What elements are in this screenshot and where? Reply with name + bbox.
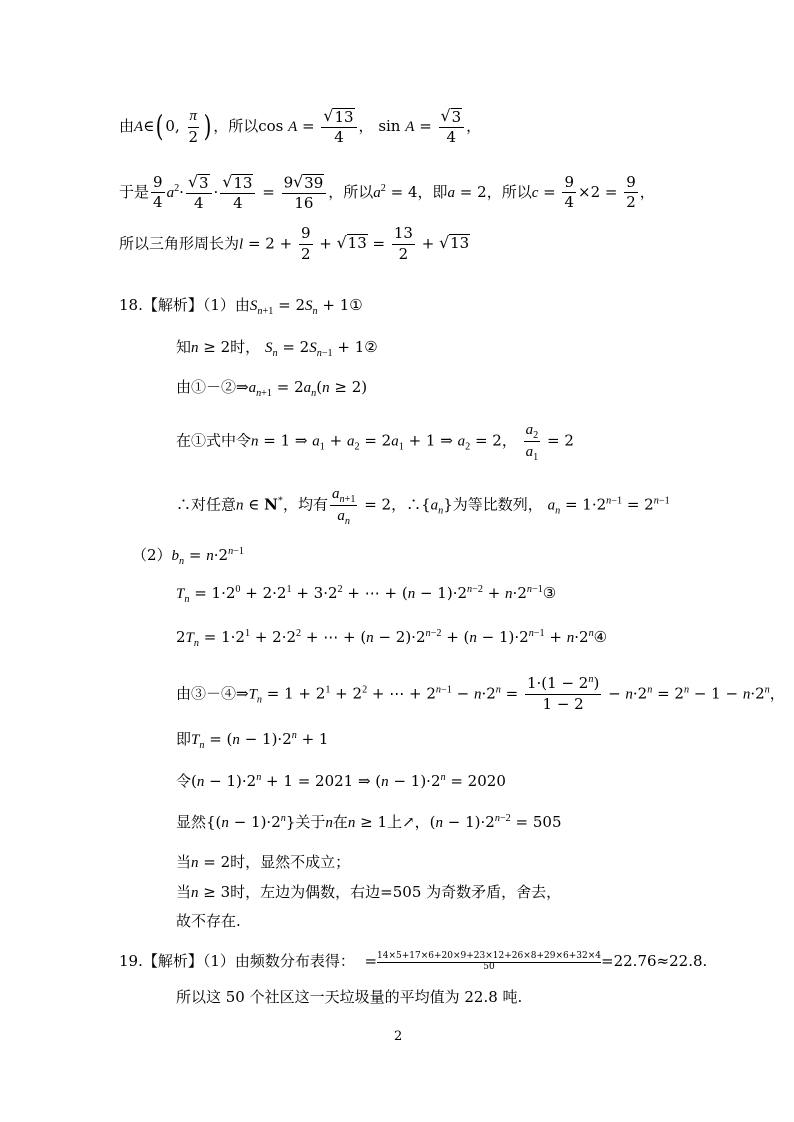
q18-header: 18.【解析】（1）由$S_{n+1} = 2S_n$ + 1① xyxy=(119,296,363,317)
q18-Tn: $T_n = 1\cdot 2^0 + 2\cdot 2^1 + 3\cdot 2^2$ + ⋯ + $(n - 1)\cdot 2^{n-2}$ + $n\cdot 2^{n-1}③$ xyxy=(176,584,557,605)
q18-monotone: 显然$\{(n - 1)\cdot 2^n\}$关于n在n ≥ 1上↗，$(n - 1)\cdot 2^{n-2} = 505$ xyxy=(176,813,562,831)
line-domain-of-A: 由A∈( 0, $\frac{\pi}{2}$ ) ，所以cos A = √ 13 4 ， sin A = √ 3 4 ， xyxy=(119,106,482,147)
q18-Tn-result: 即$T_n = (n - 1)\cdot 2^n + 1$ xyxy=(176,730,329,751)
q18-n2: 当n = 2时，显然不成立； xyxy=(176,853,351,871)
q18-line4: 在①式中令n = 1 ⇒ $a_1 + a_2 = 2a_1 + 1$ ⇒ $a_2 = 2$， $\frac{a_2}{a_1}$ = 2 xyxy=(176,422,574,463)
q18-part2: $(2)b_n = n\cdot 2^{n-1}$ xyxy=(132,546,244,567)
q18-n3: 当n ≥ 3时，左边为偶数，右边=505 为奇数矛盾，舍去， xyxy=(176,883,562,901)
page-number: 2 xyxy=(394,1029,403,1044)
line-perimeter: 所以三角形周长为l = 2 + $\frac{9}{2}$ + √ 13 = $\frac{13}{2}$ + √ 13 xyxy=(119,224,470,263)
q18-line5: ∴对任意n ∈ N*，均有 $\frac{a_{n+1}}{a_n}$ = 2，$\therefore\{a_n\}$为等比数列， $a_n = 1\cdot 2^{n-1} = 2^{n-1}$ xyxy=(176,486,670,527)
q18-let: 令$(n - 1)\cdot 2^n + 1 = 2021$ ⇒ $(n - 1)\cdot 2^n = 2020$ xyxy=(176,772,506,790)
q18-line2: 知n ≥ 2时， $S_n = 2S_{n-1}$ + 1② xyxy=(176,338,378,359)
line-area-equation: 于是 $\frac{9}{4}$ $a^2\cdot$ √ 3 4 · √ 13 4 = 9 √ 39 16 ，所以$a^2 = 4$，即a = 2，所以c = $\frac{9}{4}$ ×2 = $\frac{9}{2}$ ， xyxy=(119,172,655,213)
q18-conclusion: 故不存在. xyxy=(176,912,241,930)
q18-subtract: 由$③-④\Rightarrow T_n = 1 + 2^1 + 2^2$ + ⋯ + $2^{n-1} - n\cdot 2^n$ = $\frac{1\cdot(1 - 2^n)}{1 - 2}$ − $n\cdot 2^n = 2^n - 1 - n\cdot 2^n$， xyxy=(176,674,785,713)
q19-header: 19.【解析】（1）由频数分布表得： = $\frac{14\times 5+17\times 6+20\times 9+23\times 12+26\times 8+29\times 6+32\times 4}{50}$ =22.76≈22.8. xyxy=(119,951,708,972)
q18-2Tn: $2T_n = 1\cdot 2^1 + 2\cdot 2^2$ + ⋯ + $(n - 2)\cdot 2^{n-2} + (n - 1)\cdot 2^{n-1}$ + $n\cdot 2^n④$ xyxy=(176,628,608,649)
q19-conclusion: 所以这 50 个社区这一天垃圾量的平均值为 22.8 吨. xyxy=(176,988,523,1006)
q18-line3: 由$①-②\Rightarrow a_{n+1} = 2a_n(n \ge 2)$ xyxy=(176,378,368,399)
